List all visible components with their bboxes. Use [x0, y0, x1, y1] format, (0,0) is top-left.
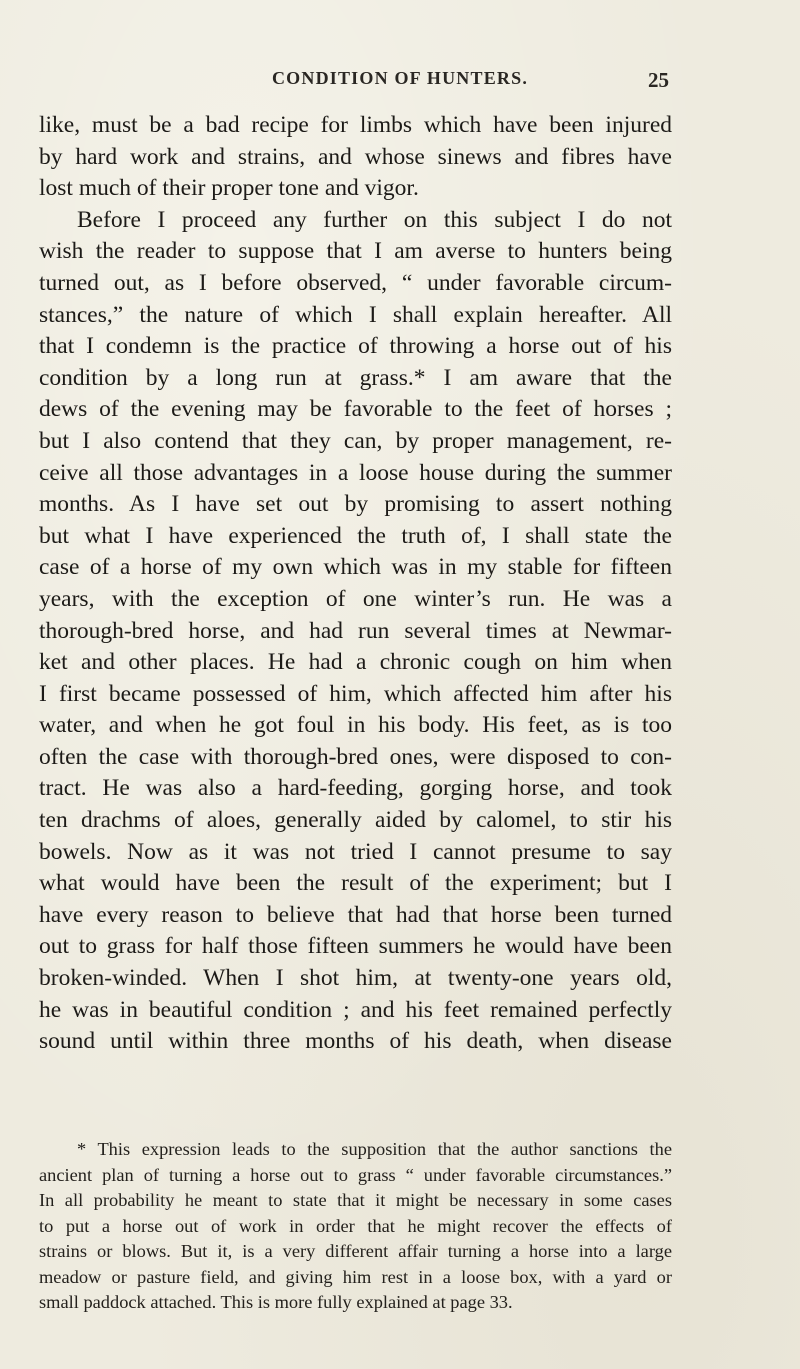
text-line: by hard work and strains, and whose sinews and fibres have — [39, 143, 672, 170]
text-line: have every reason to believe that had that horse been turned — [39, 901, 672, 928]
text-line: sound until within three months of his death, when disease — [39, 1028, 672, 1055]
text-line: but I also contend that they can, by proper management, re- — [39, 427, 672, 454]
text-line: dews of the evening may be favorable to the feet of horses ; — [39, 396, 672, 423]
text-line: months. As I have set out by promising to assert nothing — [39, 491, 672, 518]
text-line: case of a horse of my own which was in my stable for fifteen — [39, 554, 672, 581]
text-line: turned out, as I before observed, “ under favorable circum- — [39, 269, 672, 296]
text-line: Before I proceed any further on this subject I do not — [77, 206, 672, 233]
footnote-line: In all probability he meant to state that it might be necessary in some cases — [39, 1190, 672, 1210]
page-number: 25 — [648, 68, 669, 92]
running-title: CONDITION OF HUNTERS. — [271, 68, 529, 88]
text-line: often the case with thorough-bred ones, were disposed to con- — [39, 743, 672, 770]
text-line: ceive all those advantages in a loose house during the summer — [39, 459, 672, 486]
footnote-line: strains or blows. But it, is a very different affair turning a horse into a large — [39, 1241, 672, 1261]
text-line: broken-winded. When I shot him, at twenty-one years old, — [39, 965, 672, 992]
footnote-line: meadow or pasture field, and giving him rest in a loose box, with a yard or — [39, 1266, 672, 1287]
text-line: I first became possessed of him, which affected him after his — [39, 680, 672, 707]
text-line: that I condemn is the practice of throwing a horse out of his — [39, 333, 672, 360]
text-line: out to grass for half those fifteen summers he would have been — [39, 933, 672, 960]
text-line: years, with the exception of one winter’s run. He was a — [39, 585, 672, 612]
text-line: what would have been the result of the experiment; but I — [39, 870, 672, 897]
footnote-line: small paddock attached. This is more fully explained at page 33. — [39, 1292, 513, 1312]
text-line: thorough-bred horse, and had run several times at Newmar- — [39, 617, 672, 644]
text-line: stances,” the nature of which I shall explain hereafter. All — [39, 301, 672, 328]
footnote-line: to put a horse out of work in order that he might recover the effects of — [39, 1215, 672, 1236]
footnote-line: ancient plan of turning a horse out to grass “ under favorable circumstances.” — [39, 1164, 672, 1185]
text-line: wish the reader to suppose that I am averse to hunters being — [39, 238, 672, 265]
footnote-line: * This expression leads to the supposition that the author sanctions the — [77, 1139, 672, 1159]
text-line: lost much of their proper tone and vigor. — [39, 175, 419, 202]
text-line: ket and other places. He had a chronic cough on him when — [39, 649, 672, 676]
text-line: but what I have experienced the truth of, I shall state the — [39, 522, 672, 549]
text-line: like, must be a bad recipe for limbs which have been injured — [39, 112, 672, 138]
text-line: bowels. Now as it was not tried I cannot presume to say — [39, 838, 672, 865]
text-line: he was in beautiful condition ; and his feet remained perfectly — [39, 996, 672, 1023]
body-text — [39, 110, 672, 1058]
text-line: tract. He was also a hard-feeding, gorging horse, and took — [39, 775, 672, 802]
text-line: condition by a long run at grass.* I am aware that the — [39, 364, 672, 391]
footnote — [39, 1137, 672, 1316]
text-line: ten drachms of aloes, generally aided by calomel, to stir his — [39, 807, 672, 834]
text-line: water, and when he got foul in his body. His feet, as is too — [39, 712, 672, 739]
running-head — [0, 68, 800, 108]
